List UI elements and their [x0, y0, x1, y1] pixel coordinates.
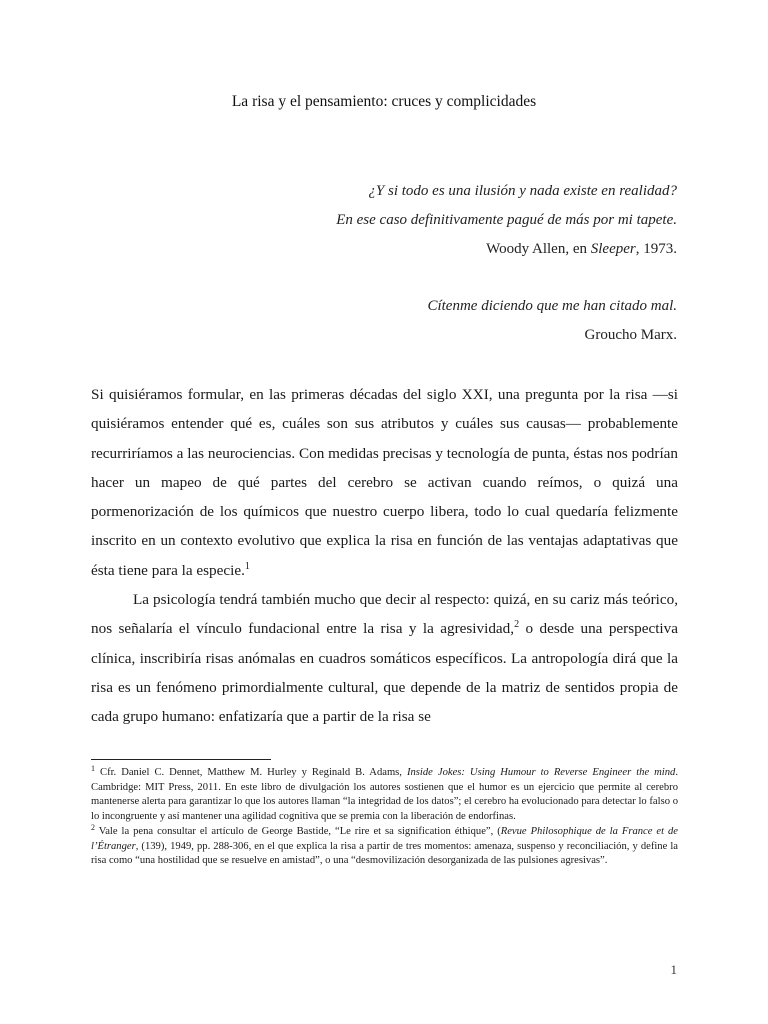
footnote-number: 2: [91, 822, 95, 832]
epigraph-groucho-marx: [427, 292, 677, 350]
footnote: [91, 822, 678, 869]
footnote-text: , (139), 1949, pp. 288-306, en el que explica la risa a partir de tres momentos: amenaza, suspenso y reconciliación, y define la risa como “una hostilidad que se resuelve en amistad”, o una “desmovilización desorganizada de las pulsiones agresivas”.: [91, 840, 678, 867]
epigraph-attribution: [336, 235, 677, 264]
paragraph: [91, 585, 678, 731]
paragraph-text: La psicología tendrá también mucho que decir al respecto: quizá, en su cariz más teórico, nos señalaría el vínculo fundacional entre la risa y la agresividad,: [91, 591, 678, 638]
paragraph-text: o desde una perspectiva clínica, inscribiría risas anómalas en cuadros somáticos específicos. La antropología dirá que la risa es un fenómeno primordialmente cultural, que depende de la matriz de sentidos propia de cada grupo humano: enfatizaría que a partir de la risa se: [91, 620, 678, 726]
footnote-number: 1: [91, 764, 95, 773]
footnote-reference[interactable]: 1: [244, 560, 250, 572]
footnote-work-title: Revue Philosophique de la France et de l’Étranger: [91, 825, 678, 852]
paragraph-text: Si quisiéramos formular, en las primeras décadas del siglo XXI, una pregunta por la risa —si quisiéramos entender qué es, cuáles son sus atributos y cuáles sus causas— probablemente recurriríamos a las neurociencias. Con medidas precisas y tecnología de punta, éstas nos podrían hacer un mapeo de qué partes del cerebro se activan cuando reímos, o quizá una pormenorización de los químicos que nuestro cuerpo libera, todo lo cual quedaría felizmente inscrito en un contexto evolutivo que explica la risa en función de las ventajas adaptativas que ésta tiene para la especie.: [91, 386, 678, 579]
attribution-year: , 1973.: [635, 241, 677, 257]
attribution-work-title: Sleeper: [590, 241, 636, 257]
footnote-text: Cfr. Daniel C. Dennet, Matthew M. Hurley y Reginald B. Adams,: [95, 767, 407, 778]
epigraph-woody-allen: [336, 177, 677, 264]
footnote-text: Vale la pena consultar el artículo de George Bastide, “Le rire et sa signification éthique”, (: [95, 825, 501, 837]
attribution-author: Woody Allen, en: [486, 241, 591, 257]
paragraph: [91, 380, 678, 585]
body-text: [91, 380, 678, 732]
epigraph-line: ¿Y si todo es una ilusión y nada existe en realidad?: [368, 183, 677, 199]
footnote: [91, 766, 678, 825]
footnote-separator: [91, 759, 271, 760]
document-title: La risa y el pensamiento: cruces y complicidades: [231, 93, 537, 110]
footnotes: [91, 766, 678, 869]
epigraph-attribution: Groucho Marx.: [584, 327, 677, 343]
footnote-text: . Cambridge: MIT Press, 2011. En este libro de divulgación los autores sostienen que el humor es un ejercicio que permite al cerebro mantenerse alerta para garantizar lo que los autores llaman “la integridad de los datos”; el cerebro ha evolucionado para detectar lo falso o lo incongruente y así mantener una agilidad cognitiva que se premia con la liberación de endorfinas.: [91, 767, 678, 823]
epigraph-line: En ese caso definitivamente pagué de más por mi tapete.: [336, 212, 677, 228]
epigraph-line: Cítenme diciendo que me han citado mal.: [427, 298, 677, 314]
footnote-reference[interactable]: 2: [514, 619, 520, 631]
page-number: 1: [670, 962, 677, 977]
footnote-work-title: Inside Jokes: Using Humour to Reverse Engineer the mind: [406, 767, 676, 778]
